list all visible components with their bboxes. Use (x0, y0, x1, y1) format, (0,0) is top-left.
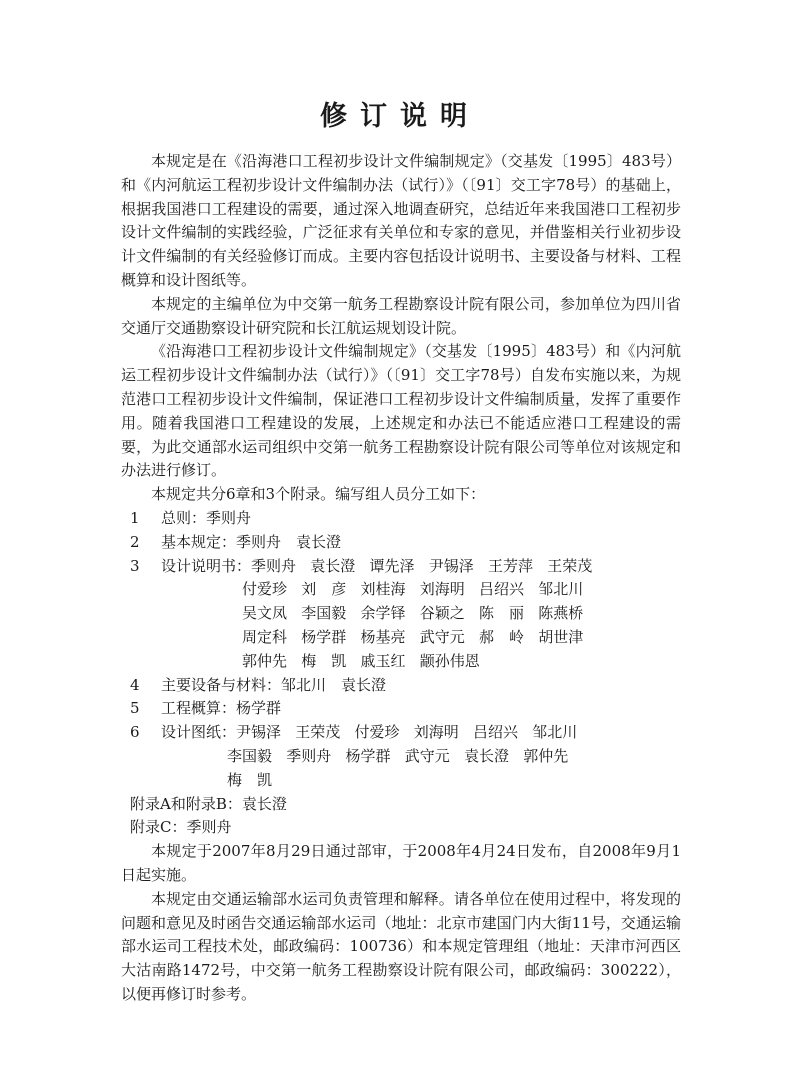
assignment-list (121, 507, 681, 840)
person-name: 谷颖之 (419, 604, 465, 623)
name-line (242, 602, 681, 626)
appendix-ab-line: 附录A和附录B：袁长澄 (130, 794, 287, 813)
name-line (236, 721, 592, 745)
person-name: 付爱珍 (242, 580, 288, 599)
person-name: 邹北川 (538, 580, 584, 599)
person-name: 杨基亮 (360, 627, 406, 646)
item-label: 设计图纸： (161, 723, 237, 742)
paragraph-editorial-units: 本规定的主编单位为中交第一航务工程勘察设计院有限公司，参加单位为四川省交通厅交通勘察设计研究院和长江航运规划设计院。 (121, 294, 681, 337)
person-name: 武守元 (404, 746, 450, 765)
person-name: 袁长澄 (310, 556, 356, 575)
assignment-item-2 (121, 531, 681, 555)
item-number: 6 (130, 723, 140, 742)
person-name: 陈 丽 (479, 604, 525, 623)
assignment-item-4 (121, 674, 681, 698)
person-name: 武守元 (419, 627, 465, 646)
person-name: 郭仲先 (523, 746, 569, 765)
item-number: 4 (130, 675, 140, 694)
item-number: 1 (130, 508, 140, 527)
person-name: 李国毅 (227, 746, 273, 765)
assignment-item-5 (121, 697, 681, 721)
person-name: 戚玉红 (360, 651, 406, 670)
name-line (242, 578, 681, 602)
person-name: 余学铎 (360, 604, 406, 623)
person-name: 郝 岭 (479, 627, 525, 646)
page-title: 修订说明 (320, 101, 480, 132)
appendix-c-line: 附录C：季则舟 (130, 818, 232, 837)
item-label: 设计说明书： (161, 556, 252, 575)
person-name: 胡世津 (538, 627, 584, 646)
person-name: 季则舟 (251, 556, 297, 575)
name-list-continued (242, 578, 681, 673)
person-name: 李国毅 (301, 604, 347, 623)
name-line (242, 650, 681, 674)
person-name: 刘桂海 (360, 580, 406, 599)
person-name: 尹锡泽 (428, 556, 474, 575)
paragraph-management: 本规定由交通运输部水运司负责管理和解释。请各单位在使用过程中，将发现的问题和意见及时函告交通运输部水运司（地址：北京市建国门内大街11号，交通运输部水运司工程技术处，邮政编码：100736）和本规定管理组（地址：天津市河西区大沽南路1472号，中交第一航务工程勘察设计院有限公司，邮政编码：300222），以便再修订时参考。 (121, 889, 681, 1003)
name-line (227, 745, 681, 769)
person-name: 邹北川 (532, 723, 578, 742)
person-name: 颛孙伟恩 (419, 651, 480, 670)
person-name: 吕绍兴 (473, 723, 519, 742)
person-name: 付爱珍 (354, 723, 400, 742)
item-text: 基本规定：季则舟 袁长澄 (161, 532, 342, 551)
person-name: 王荣茂 (295, 723, 341, 742)
person-name: 王芳萍 (488, 556, 534, 575)
person-name: 尹锡泽 (236, 723, 282, 742)
paragraph-effective-date: 本规定于2007年8月29日通过部审，于2008年4月24日发布，自2008年9月1日起实施。 (121, 842, 681, 884)
item-text: 工程概算：杨学群 (161, 699, 282, 718)
person-name: 王荣茂 (547, 556, 593, 575)
item-number: 5 (130, 699, 140, 718)
person-name: 梅 凯 (227, 770, 273, 789)
person-name: 季则舟 (286, 746, 332, 765)
person-name: 袁长澄 (464, 746, 510, 765)
name-line (227, 769, 681, 793)
name-list-continued (227, 745, 681, 793)
person-name: 梅 凯 (301, 651, 347, 670)
person-name: 刘 彦 (301, 580, 347, 599)
item-text: 总则：季则舟 (161, 508, 252, 527)
person-name: 吕绍兴 (479, 580, 525, 599)
person-name: 杨学群 (301, 627, 347, 646)
assignment-item-3 (121, 555, 681, 674)
person-name: 陈燕桥 (538, 604, 584, 623)
assignment-item-1 (121, 507, 681, 531)
person-name: 吴文凤 (242, 604, 288, 623)
person-name: 郭仲先 (242, 651, 288, 670)
person-name: 刘海明 (419, 580, 465, 599)
item-text: 主要设备与材料：邹北川 袁长澄 (161, 675, 387, 694)
assignment-item-6 (121, 721, 681, 792)
person-name: 刘海明 (413, 723, 459, 742)
document-body (121, 150, 681, 1007)
paragraph-background: 本规定是在《沿海港口工程初步设计文件编制规定》（交基发〔1995〕483号）和《内河航运工程初步设计文件编制办法（试行）》（〔91〕交工字78号）的基础上，根据我国港口工程建设的需要，通过深入地调查研究，总结近年来我国港口工程初步设计文件编制的实践经验，广泛征求有关单位和专家的意见，并借鉴相关行业初步设计文件编制的有关经验修订而成。主要内容包括设计说明书、主要设备与材料、工程概算和设计图纸等。 (121, 152, 681, 289)
item-number: 2 (130, 532, 140, 551)
person-name: 谭先泽 (369, 556, 415, 575)
item-number: 3 (130, 556, 140, 575)
paragraph-structure: 本规定共分6章和3个附录。编写组人员分工如下： (151, 485, 486, 504)
person-name: 周定科 (242, 627, 288, 646)
name-line (251, 555, 607, 579)
person-name: 杨学群 (345, 746, 391, 765)
paragraph-history: 《沿海港口工程初步设计文件编制规定》（交基发〔1995〕483号）和《内河航运工程初步设计文件编制办法（试行）》（〔91〕交工字78号）自发布实施以来，为规范港口工程初步设计文件编制，保证港口工程初步设计文件编制质量，发挥了重要作用。随着我国港口工程建设的发展，上述规定和办法已不能适应港口工程建设的需要，为此交通部水运司组织中交第一航务工程勘察设计院有限公司等单位对该规定和办法进行修订。 (121, 342, 681, 480)
name-line (242, 626, 681, 650)
